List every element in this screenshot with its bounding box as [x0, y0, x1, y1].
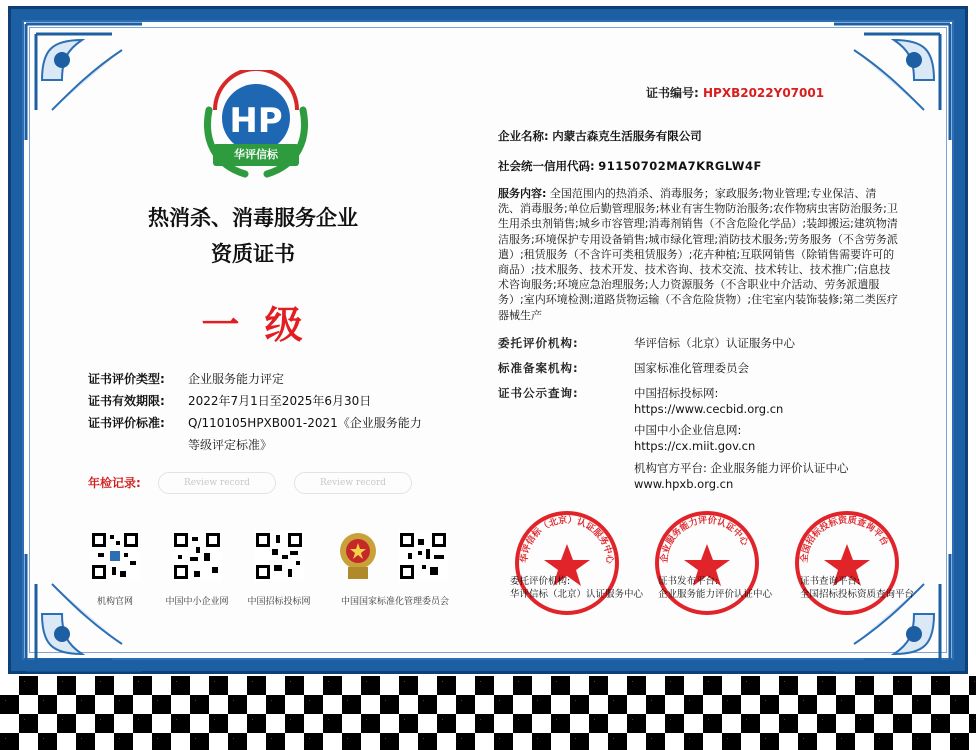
info-value: 企业服务能力评定 [188, 372, 285, 386]
seal-caption [800, 575, 914, 601]
agency-label: 委托评价机构: [498, 336, 579, 350]
company-value: 内蒙古森克生活服务有限公司 [552, 129, 702, 143]
national-emblem-icon [336, 529, 380, 583]
certificate-level: 一 级 [201, 303, 309, 347]
seal-caption [658, 575, 772, 601]
official-seal-icon [512, 508, 622, 618]
filing-label: 标准备案机构: [498, 361, 579, 375]
seal-caption-value: 企业服务能力评价认证中心 [658, 589, 773, 600]
official-seal-icon [792, 508, 902, 618]
seal-ring-text: 企业服务能力评价认证中心 [659, 515, 750, 564]
certificate-number [646, 84, 824, 101]
official-seal-icon [652, 508, 762, 618]
info-label: 证书评价标准: [88, 416, 165, 430]
credit-code-row [498, 158, 762, 174]
qr-code-icon[interactable] [398, 531, 448, 581]
seal-caption-label: 证书发布平台: [658, 576, 719, 587]
annual-review-label: 年检记录: [88, 476, 141, 490]
info-value: 2022年7月1日至2025年6月30日 [188, 394, 372, 408]
info-label: 证书有效期限: [88, 394, 165, 408]
seal-caption-value: 华评信标（北京）认证服务中心 [510, 589, 644, 600]
seal-ring-text: 华评信标（北京）认证服务中心 [519, 515, 615, 565]
qr-label: 机构官网 [96, 597, 133, 607]
corner-ornament [22, 20, 162, 160]
info-row-type [88, 368, 458, 390]
cert-number-value: HPXB2022Y07001 [703, 86, 825, 100]
title-line-1: 热消杀、消毒服务企业 [148, 206, 358, 230]
company-name-row [498, 128, 702, 144]
info-value: Q/110105HPXB001-2021《企业服务能力等级评定标准》 [188, 416, 422, 452]
cert-number-label: 证书编号: [646, 86, 699, 100]
credit-code-value: 91150702MA7KRGLW4F [598, 159, 762, 173]
info-row-validity [88, 390, 458, 412]
credit-code-label: 社会统一信用代码: [498, 159, 595, 173]
info-row-standard [88, 412, 424, 456]
logo-banner: 华评信标 [213, 144, 299, 166]
query-link[interactable]: https://cx.miit.gov.cn [634, 439, 756, 453]
scope-text: 全国范围内的热消杀、消毒服务；家政服务;物业管理;专业保洁、清洗、消毒服务;单位后勤管理服务;林业有害生物防治服务;农作物病虫害防治服务;卫生用杀虫剂销售;城乡市容管理;消毒剂销售（不含危险化学品）;装卸搬运;建筑物清洁服务;环境保护专用设备销售;城市绿化管理;消防技术服务;劳务服务（不含劳务派遣）;租赁服务（不含许可类租赁服务）;花卉种植;互联网销售（除销售需要许可的商品）;技术服务、技术开发、技术咨询、技术交流、技术转让、技术推广;信息技术咨询服务;环境应急治理服务;人力资源服务（不含职业中介活动、劳务派遣服务）;室内环境检测;道路货物运输（不含危险货物）;住宅室内装饰装修;第二类医疗器械生产 [498, 187, 898, 322]
qr-code-icon[interactable] [254, 531, 304, 581]
query-line: 中国招标投标网: [634, 386, 719, 400]
qr-label: 中国招标投标网 [247, 597, 311, 607]
seal-caption-value: 全国招标投标资质查询平台 [800, 589, 915, 600]
info-label: 证书评价类型: [88, 372, 165, 386]
service-scope [498, 186, 898, 323]
agency-value: 华评信标（北京）认证服务中心 [634, 336, 795, 350]
seal-caption-label: 证书查询平台: [800, 576, 861, 587]
qr-code-icon[interactable] [172, 531, 222, 581]
scope-label: 服务内容: [498, 187, 547, 200]
query-link[interactable]: https://www.cecbid.org.cn [634, 402, 784, 416]
qr-code-icon[interactable] [90, 531, 140, 581]
qr-label: 中国国家标准化管理委员会 [340, 597, 449, 607]
title-line-2: 资质证书 [211, 242, 295, 266]
query-line: 中国中小企业信息网: [634, 423, 742, 437]
review-stamp: Review record [294, 472, 412, 494]
seal-ring-text: 全国招标投标资质查询平台 [799, 515, 890, 564]
logo-mark: HP [229, 101, 283, 141]
checkered-footer [0, 676, 976, 750]
query-link[interactable]: www.hpxb.org.cn [634, 477, 734, 491]
query-line: 机构官方平台: 企业服务能力评价认证中心 [634, 461, 849, 475]
qr-label: 中国中小企业网 [165, 597, 229, 607]
review-stamp: Review record [158, 472, 276, 494]
certificate-title [108, 200, 398, 272]
company-label: 企业名称: [498, 129, 549, 143]
seal-caption-label: 委托评价机构: [510, 576, 571, 587]
seal-caption [510, 575, 643, 601]
corner-ornament [814, 20, 954, 160]
filing-value: 国家标准化管理委员会 [634, 361, 749, 375]
query-label: 证书公示查询: [498, 386, 579, 400]
